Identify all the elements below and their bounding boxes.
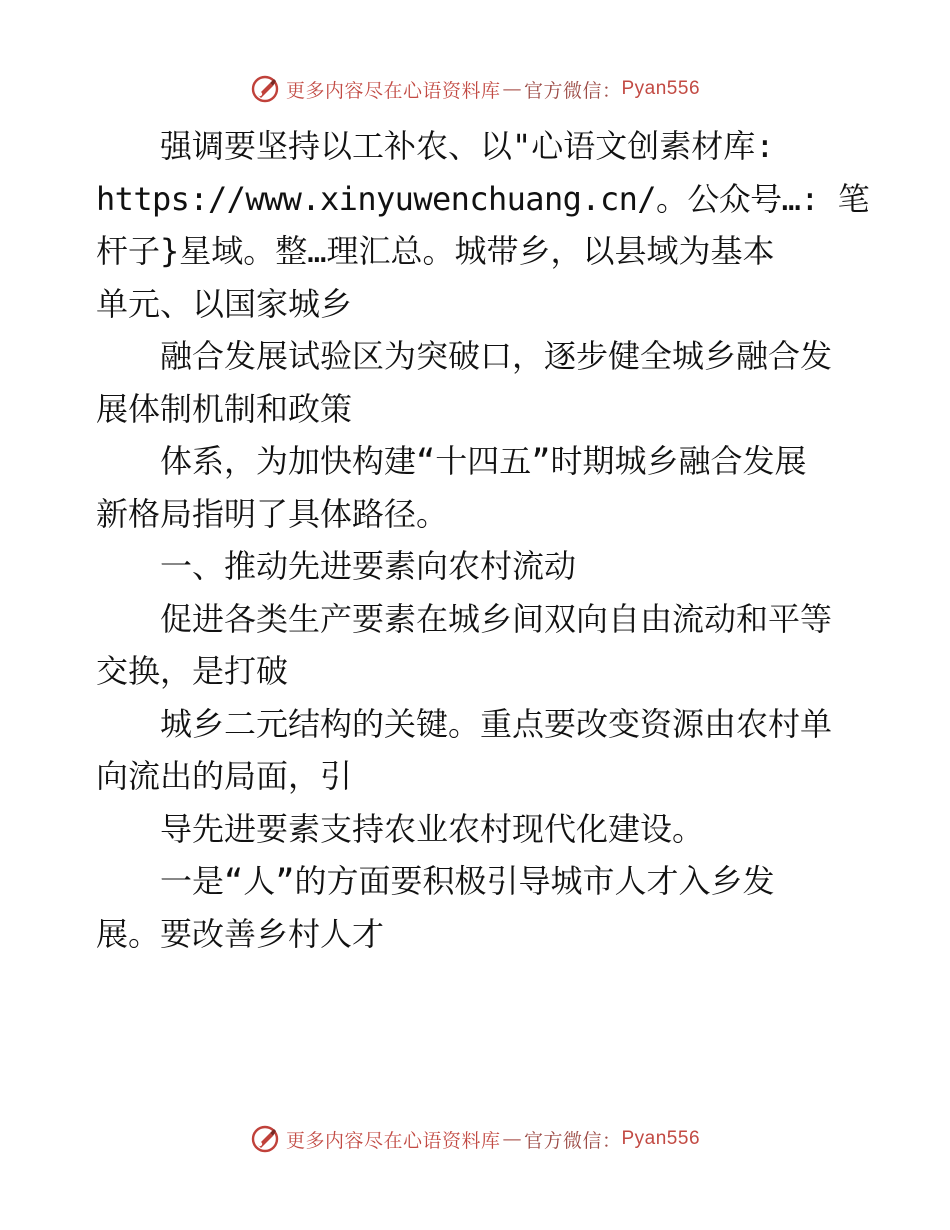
paragraph-line: 城乡二元结构的关键。重点要改变资源由农村单 [160, 704, 833, 743]
paragraph-line: 强调要坚持以工补农、以"心语文创素材库: [160, 127, 775, 165]
watermark-text: 更多内容尽在心语资料库 [285, 79, 501, 102]
paragraph-line: 导先进要素支持农业农村现代化建设。 [160, 809, 705, 848]
paragraph-line: 交换，是打破 [96, 652, 289, 690]
watermark-contact-id: Pyan556 [621, 1128, 701, 1149]
paragraph-line: 一是“人”的方面要积极引导城市人才入乡发 [160, 862, 775, 900]
watermark-contact-label: 官方微信： [523, 79, 622, 102]
paragraph-line: 新格局指明了具体路径。 [96, 494, 449, 533]
paragraph-line: 展。要改善乡村人才 [96, 914, 385, 953]
section-heading: 一、推动先进要素向农村流动 [160, 547, 577, 585]
watermark-contact-label: 官方微信： [523, 1129, 622, 1152]
paragraph-line: 融合发展试验区为突破口，逐步健全城乡融合发 [160, 337, 833, 375]
paragraph-line: 展体制机制和政策 [96, 389, 353, 428]
watermark-text: 更多内容尽在心语资料库 [285, 1129, 501, 1152]
watermark-separator: — [502, 78, 522, 100]
document-body [96, 120, 869, 960]
paragraph-line: https://www.xinyuwenchuang.cn/。公众号…: 笔 [96, 179, 869, 218]
brand-logo-icon [250, 1124, 280, 1154]
paragraph-line: 杆子}星域。整…理汇总。城带乡，以县域为基本 [96, 232, 775, 270]
paragraph-line: 体系，为加快构建“十四五”时期城乡融合发展 [160, 442, 807, 480]
watermark-contact-id: Pyan556 [621, 78, 701, 99]
paragraph-line: 单元、以国家城乡 [96, 284, 353, 323]
header-watermark [0, 74, 950, 104]
watermark-separator: — [502, 1128, 522, 1150]
paragraph-line: 促进各类生产要素在城乡间双向自由流动和平等 [160, 599, 833, 638]
paragraph-line: 向流出的局面，引 [96, 757, 353, 795]
footer-watermark [0, 1124, 950, 1154]
brand-logo-icon [250, 74, 280, 104]
